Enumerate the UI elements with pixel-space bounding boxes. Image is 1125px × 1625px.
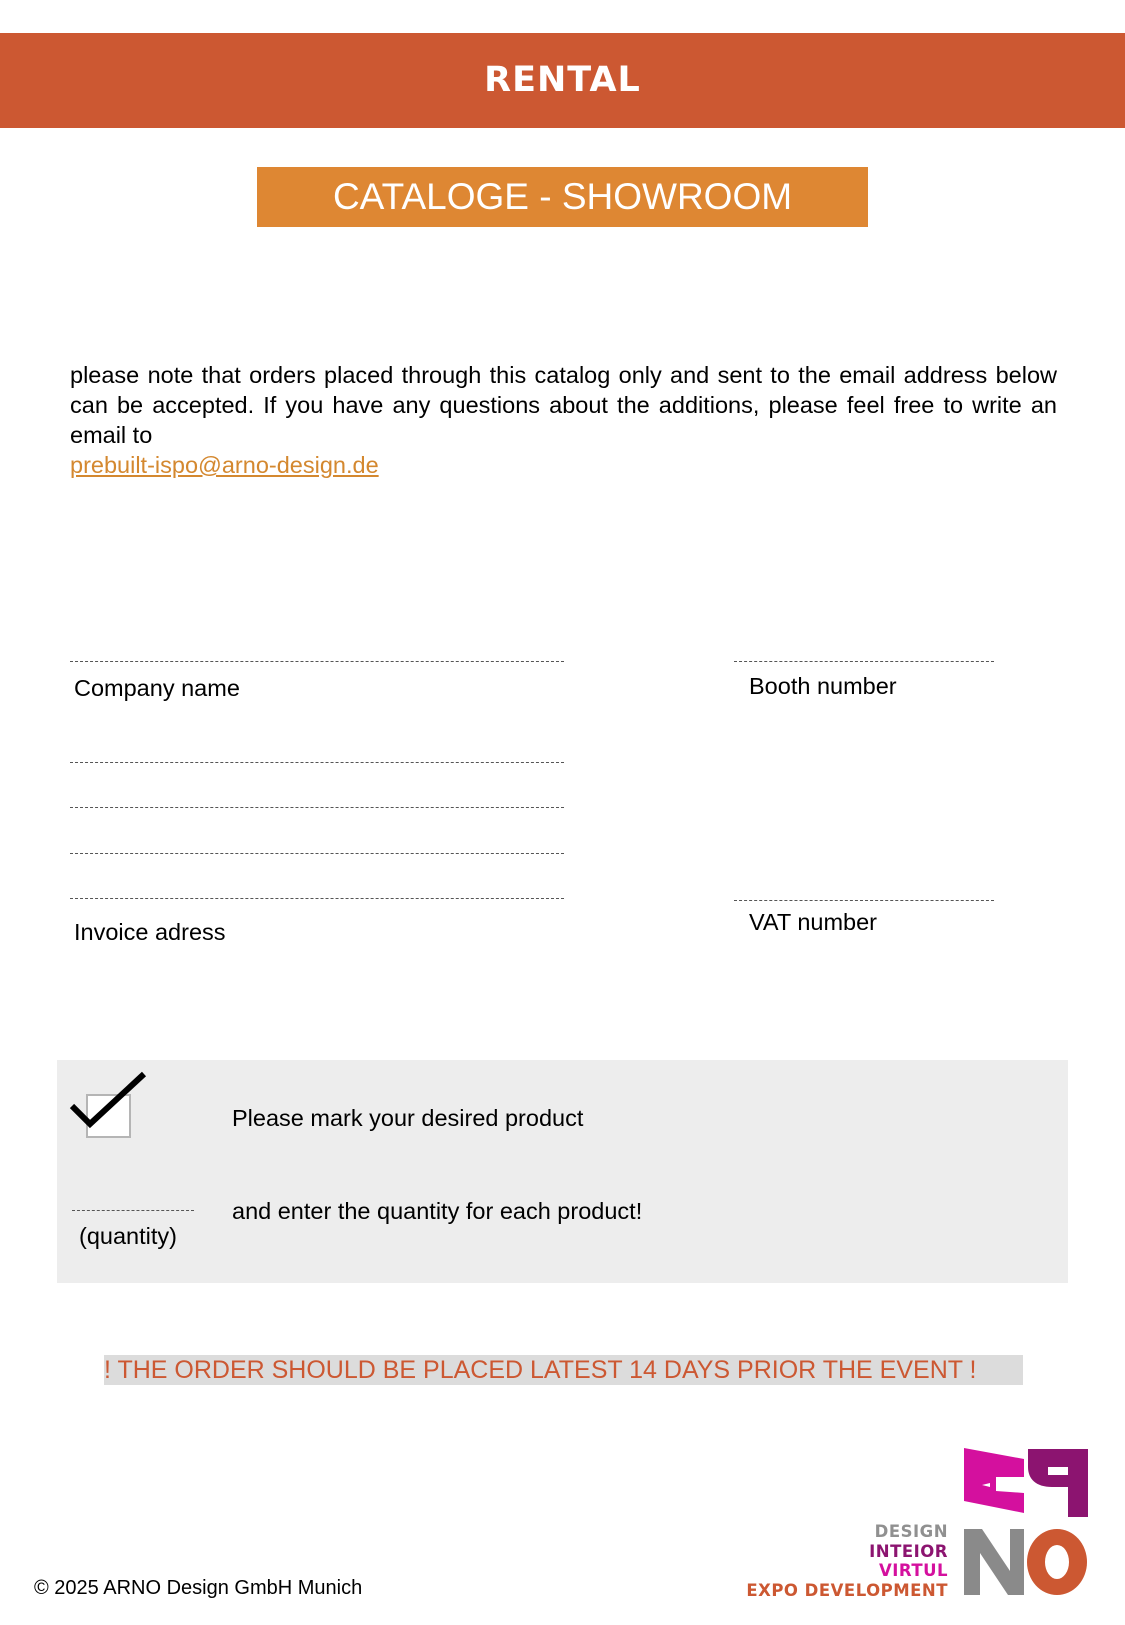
address-line-2[interactable] — [70, 807, 564, 808]
checkmark-icon — [68, 1070, 148, 1130]
copyright: © 2025 ARNO Design GmbH Munich — [34, 1577, 363, 1599]
intro-text: please note that orders placed through this catalog only and sent to the email address below can be accepted. If you have any questions about the additions, please feel free to write an email to — [70, 362, 1057, 448]
quantity-line — [72, 1210, 194, 1211]
vat-number-label: VAT number — [749, 909, 877, 935]
vat-number-line[interactable] — [734, 900, 994, 901]
logo-line-expo: EXPO DEVELOPMENT — [746, 1581, 948, 1600]
deadline-notice: ! THE ORDER SHOULD BE PLACED LATEST 14 DAYS PRIOR THE EVENT ! — [104, 1355, 1023, 1385]
logo-line-interior: INTEIOR — [869, 1542, 948, 1561]
invoice-address-label: Invoice adress — [74, 919, 226, 945]
page-title: RENTAL — [484, 60, 641, 100]
logo-line-design: DESIGN — [874, 1522, 948, 1541]
quantity-instruction: and enter the quantity for each product! — [232, 1198, 643, 1224]
address-line-1[interactable] — [70, 762, 564, 763]
logo-line-virtual: VIRTUL — [878, 1561, 948, 1580]
address-line-3[interactable] — [70, 853, 564, 854]
arno-logo — [700, 1445, 1100, 1610]
mark-instruction: Please mark your desired product — [232, 1105, 584, 1131]
catalog-banner — [257, 167, 868, 227]
address-line-4[interactable] — [70, 898, 564, 899]
rental-banner — [0, 33, 1125, 128]
email-link[interactable]: prebuilt-ispo@arno-design.de — [70, 452, 379, 478]
instruction-panel — [57, 1060, 1068, 1283]
logo-text — [700, 1445, 948, 1610]
company-name-line[interactable] — [70, 661, 564, 662]
booth-number-label: Booth number — [749, 673, 897, 699]
arno-logo-mark — [962, 1447, 1092, 1597]
booth-number-line[interactable] — [734, 661, 994, 662]
company-name-label: Company name — [74, 675, 240, 701]
quantity-label: (quantity) — [79, 1223, 177, 1249]
catalog-title: CATALOGE - SHOWROOM — [332, 176, 793, 217]
intro-paragraph — [70, 360, 1057, 480]
